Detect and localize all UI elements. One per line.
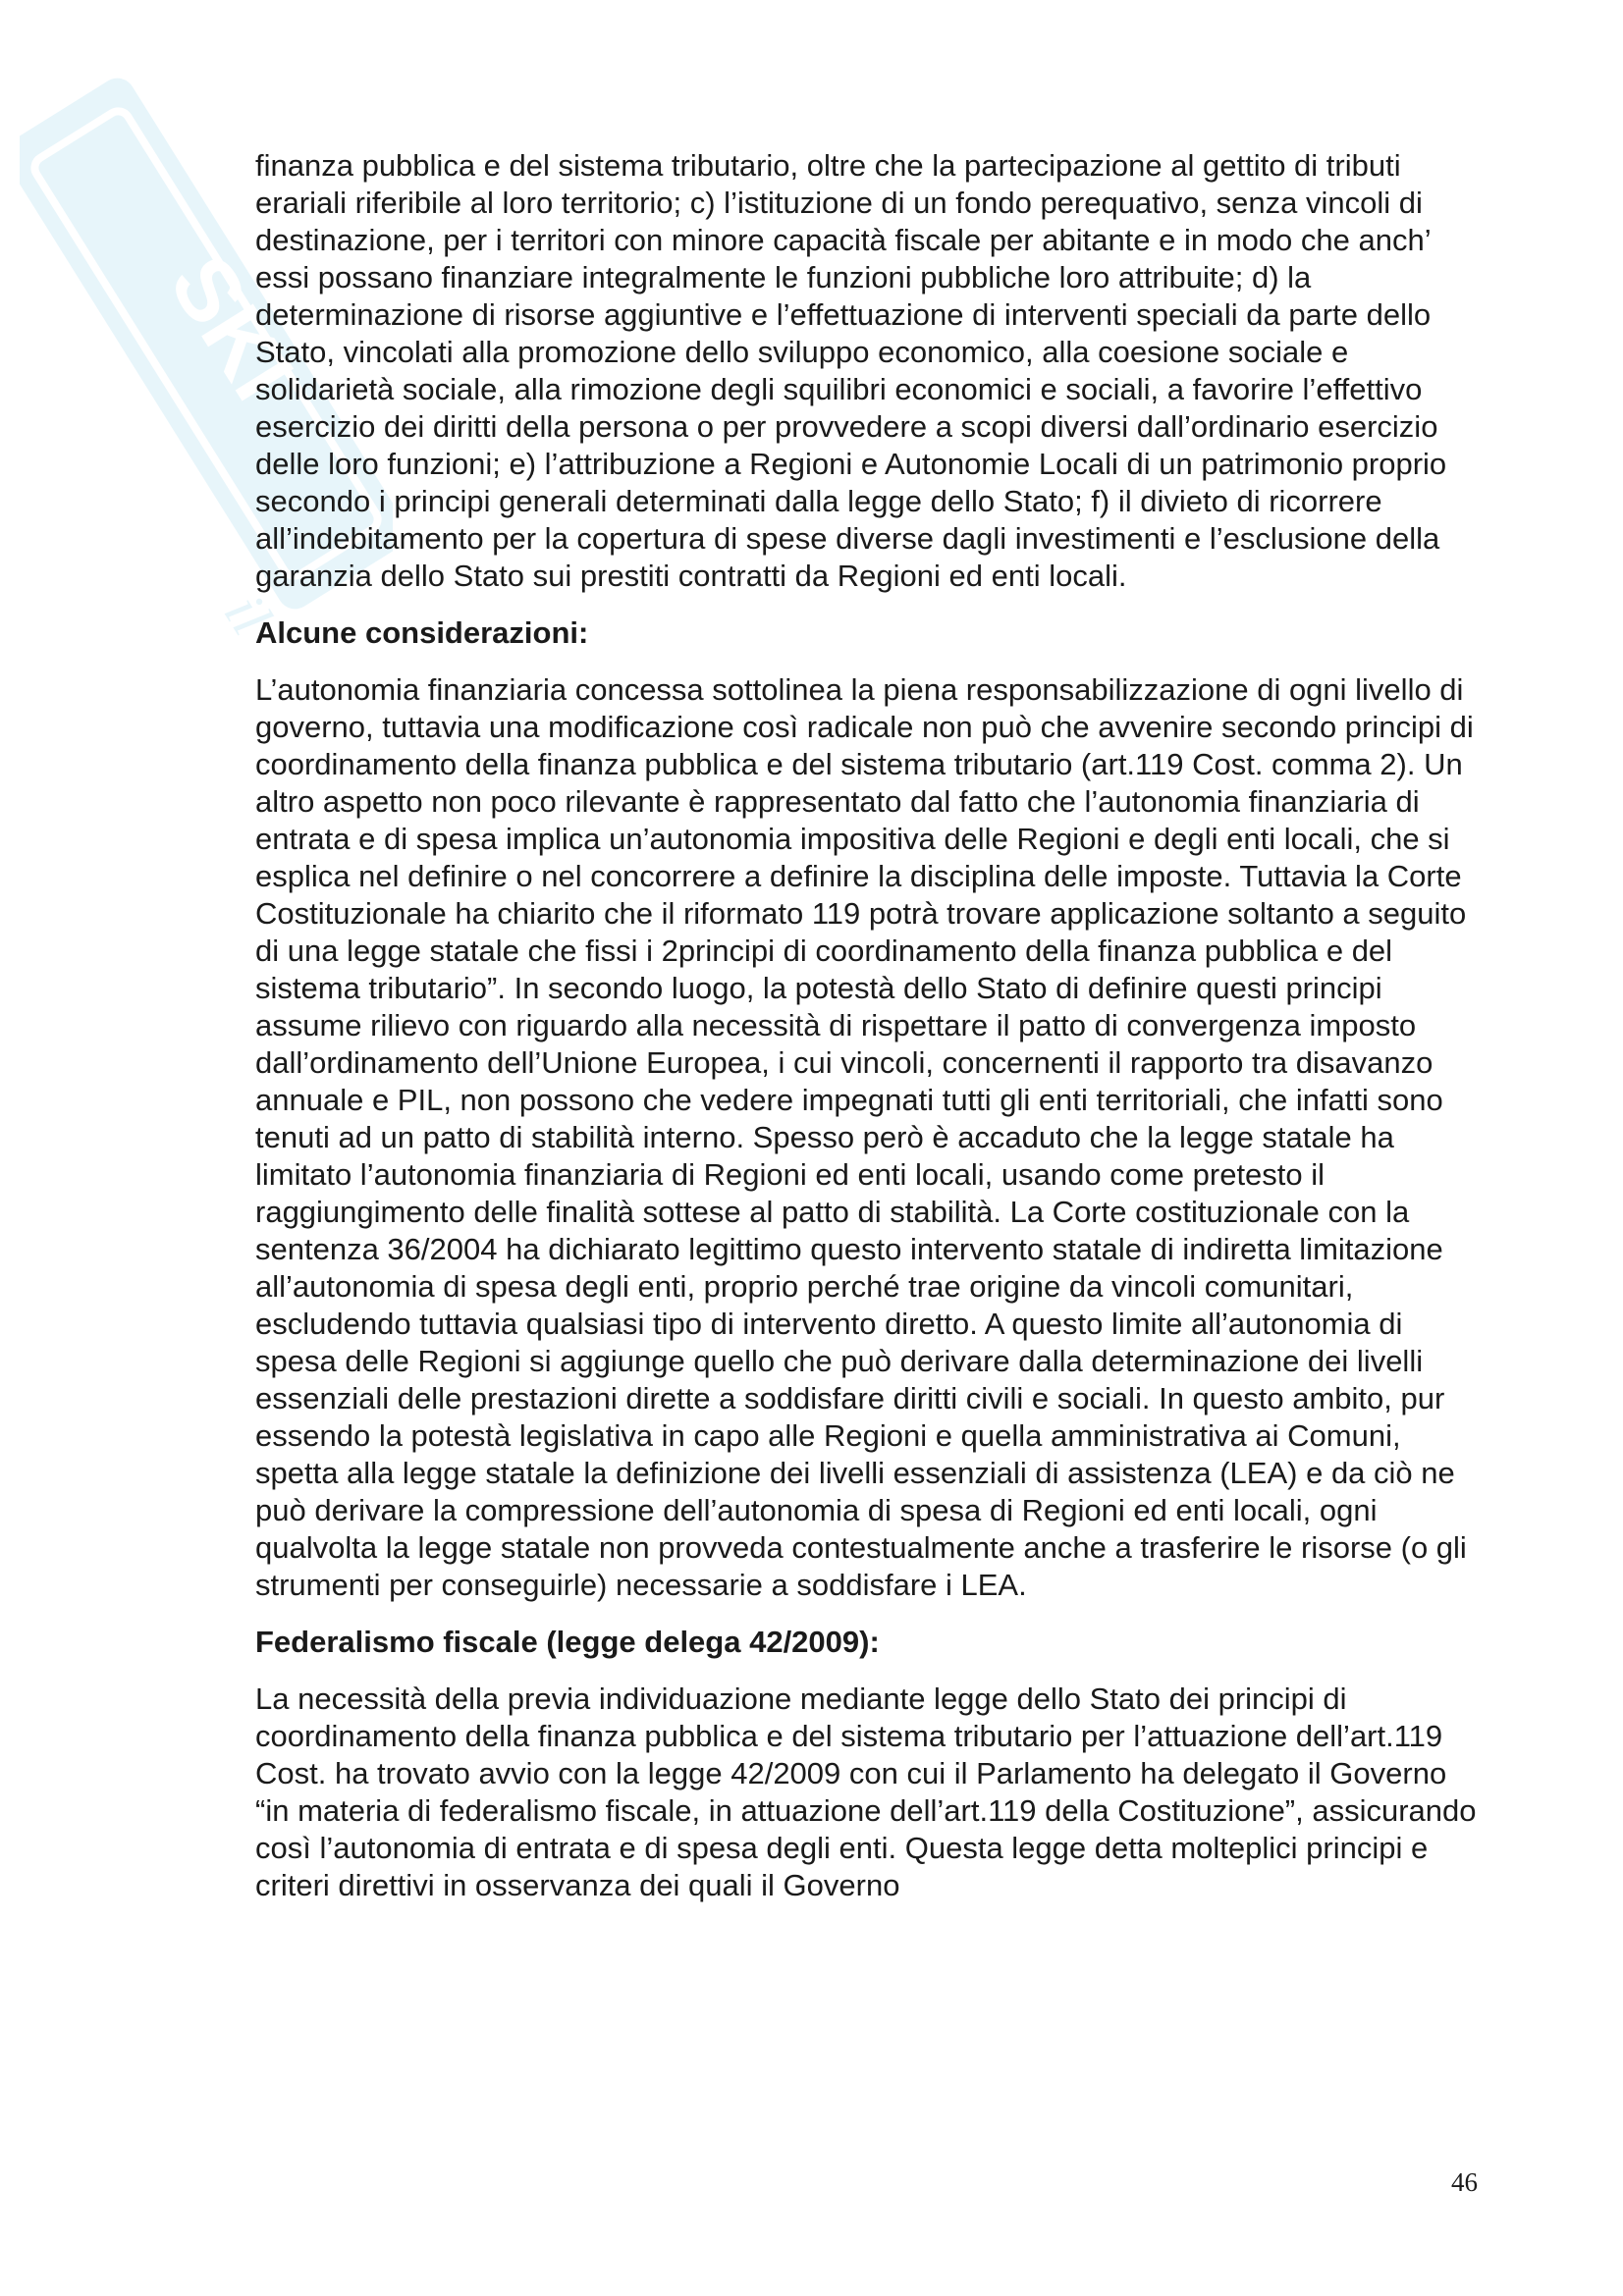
- svg-text:SKI: SKI: [150, 239, 312, 417]
- svg-text:il: il: [211, 583, 285, 646]
- section-heading-federalismo: Federalismo fiscale (legge delega 42/2009):: [255, 1625, 880, 1659]
- body-paragraph-1: finanza pubblica e del sistema tributario, oltre che la partecipazione al gettito di tributi erariali riferibile al loro territorio; c) l’istituzione di un fondo perequativo, senza vincoli di destinazione, per i territori con minore capacità fiscale per abitante e in modo che anch’ essi possano finanziare integralmente le funzioni pubbliche loro attribuite; d) la determinazione di risorse aggiuntive e l’effettuazione di interventi speciali da parte dello Stato, vincolati alla promozione dello sviluppo economico, alla coesione sociale e solidarietà sociale, alla rimozione degli squilibri economici e sociali, a favorire l’effettivo esercizio dei diritti della persona o per provvedere a scopi diversi dall’ordinario esercizio delle loro funzioni; e) l’attribuzione a Regioni e Autonomie Locali di un patrimonio proprio secondo i principi generali determinati dalla legge dello Stato; f) il divieto di ricorrere all’indebitamento per la copertura di spese diverse dagli investimenti e l’esclusione della garanzia dello Stato sui prestiti contratti da Regioni ed enti locali.: [255, 148, 1447, 593]
- document-body: [255, 147, 1483, 1924]
- body-paragraph-2: L’autonomia finanziaria concessa sottolinea la piena responsabilizzazione di ogni livello di governo, tuttavia una modificazione così radicale non può che avvenire secondo principi di coordinamento della finanza pubblica e del sistema tributario (art.119 Cost. comma 2). Un altro aspetto non poco rilevante è rappresentato dal fatto che l’autonomia finanziaria di entrata e di spesa implica un’autonomia impositiva delle Regioni e degli enti locali, che si esplica nel definire o nel concorrere a definire la disciplina delle imposte. Tuttavia la Corte Costituzionale ha chiarito che il riformato 119 potrà trovare applicazione soltanto a seguito di una legge statale che fissi i 2principi di coordinamento della finanza pubblica e del sistema tributario”. In secondo luogo, la potestà dello Stato di definire questi principi assume rilievo con riguardo alla necessità di rispettare il patto di convergenza imposto dall’ordinamento dell’Unione Europea, i cui vincoli, concernenti il rapporto tra disavanzo annuale e PIL, non possono che vedere impegnati tutti gli enti territoriali, che infatti sono tenuti ad un patto di stabilità interno. Spesso però è accaduto che la legge statale ha limitato l’autonomia finanziaria di Regioni ed enti locali, usando come pretesto il raggiungimento delle finalità sottese al patto di stabilità. La Corte costituzionale con la sentenza 36/2004 ha dichiarato legittimo questo intervento statale di indiretta limitazione all’autonomia di spesa degli enti, proprio perché trae origine da vincoli comunitari, escludendo tuttavia qualsiasi tipo di intervento diretto. A questo limite all’autonomia di spesa delle Regioni si aggiunge quello che può derivare dalla determinazione dei livelli essenziali delle prestazioni dirette a soddisfare diritti civili e sociali. In questo ambito, pur essendo la potestà legislativa in capo alle Regioni e quella amministrativa ai Comuni, spetta alla legge statale la definizione dei livelli essenziali di assistenza (LEA) e da ciò ne può derivare la compressione dell’autonomia di spesa di Regioni ed enti locali, ogni qualvolta la legge statale non provveda contestualmente anche a trasferire le risorse (o gli strumenti per conseguirle) necessarie a soddisfare i LEA.: [255, 672, 1474, 1602]
- section-heading-considerazioni: Alcune considerazioni:: [255, 615, 589, 650]
- body-paragraph-3: La necessità della previa individuazione mediante legge dello Stato dei principi di coordinamento della finanza pubblica e del sistema tributario per l’attuazione dell’art.119 Cost. ha trovato avvio con la legge 42/2009 con cui il Parlamento ha delegato il Governo “in materia di federalismo fiscale, in attuazione dell’art.119 della Costituzione”, assicurando così l’autonomia di entrata e di spesa degli enti. Questa legge detta molteplici principi e criteri direttivi in osservanza dei quali il Governo: [255, 1682, 1477, 1902]
- page-number: 46: [1451, 2167, 1478, 2197]
